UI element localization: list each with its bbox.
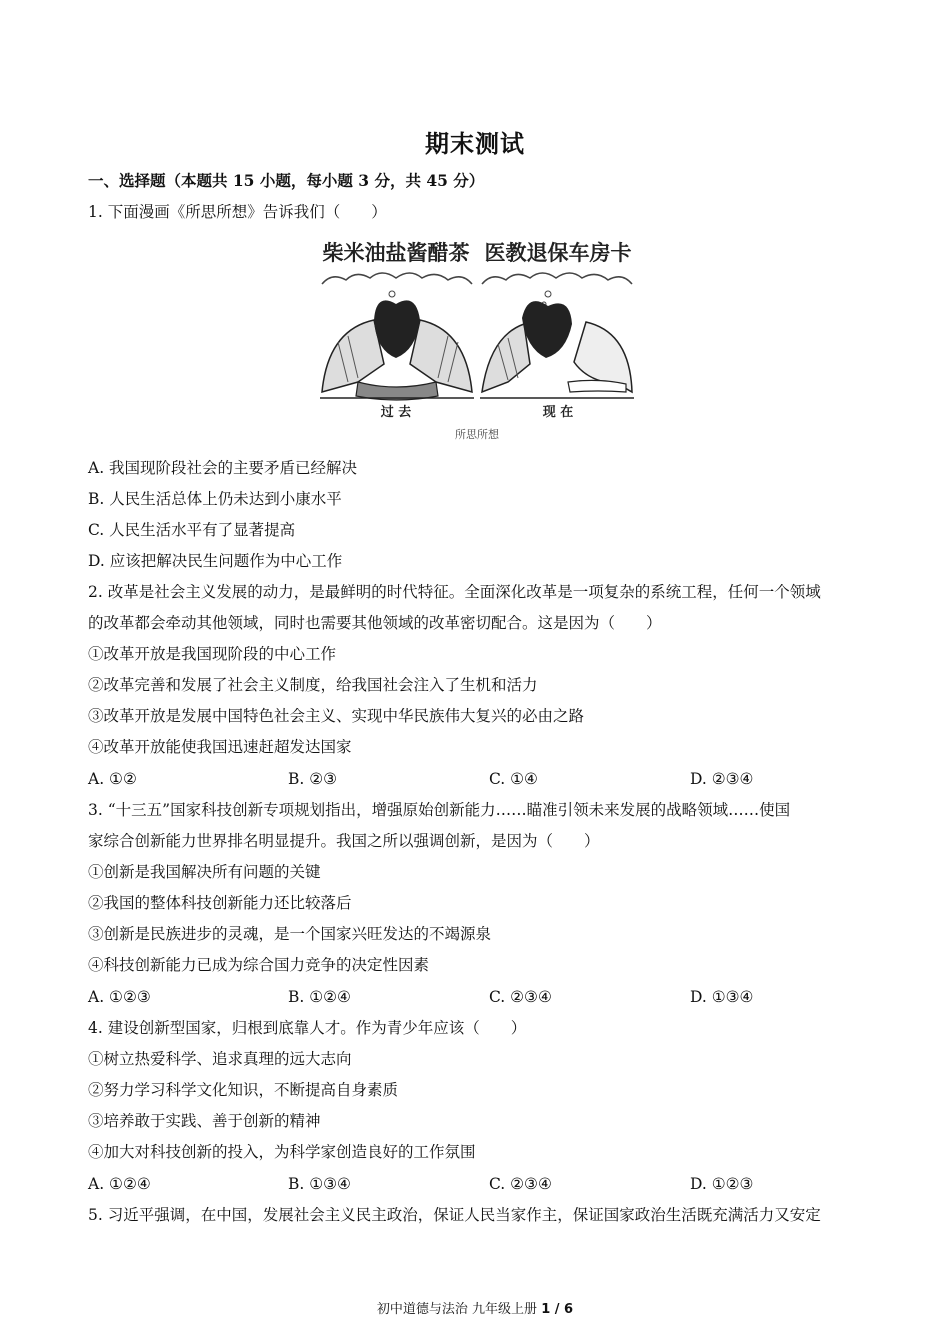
- q1-option-b: B. 人民生活总体上仍未达到小康水平: [88, 490, 342, 508]
- q2-choice-c: C. ①④: [489, 770, 538, 788]
- question-3-stem-line-1: 3. “十三五”国家科技创新专项规划指出，增强原始创新能力……瞄准引领未来发展的战略领域……使国: [88, 801, 791, 819]
- comic-left-caption: 柴米油盐酱醋茶: [322, 241, 470, 265]
- question-1-stem: 1. 下面漫画《所思所想》告诉我们（ ）: [88, 203, 387, 221]
- q4-choice-d: D. ①②③: [690, 1175, 754, 1193]
- comic-left-panel: [320, 241, 474, 420]
- q4-item-1: ①树立热爱科学、追求真理的远大志向: [88, 1050, 352, 1068]
- q3-choice-a: A. ①②③: [88, 988, 151, 1006]
- comic-right-panel: [480, 241, 634, 420]
- q3-item-3: ③创新是民族进步的灵魂，是一个国家兴旺发达的不竭源泉: [88, 925, 492, 943]
- comic-figure: [318, 232, 636, 446]
- q2-item-2: ②改革完善和发展了社会主义制度，给我国社会注入了生机和活力: [88, 676, 538, 694]
- q3-item-1: ①创新是我国解决所有问题的关键: [88, 863, 321, 881]
- question-2-stem-line-2: 的改革都会牵动其他领域，同时也需要其他领域的改革密切配合。这是因为（ ）: [88, 614, 662, 632]
- q4-choice-c: C. ②③④: [489, 1175, 552, 1193]
- comic-title: 所思所想: [455, 428, 499, 441]
- q2-choice-b: B. ②③: [288, 770, 338, 788]
- question-5-stem: 5. 习近平强调，在中国，发展社会主义民主政治，保证人民当家作主，保证国家政治生活既充满活力又安定: [88, 1206, 821, 1224]
- q3-choice-b: B. ①②④: [288, 988, 351, 1006]
- q3-choice-d: D. ①③④: [690, 988, 754, 1006]
- q2-item-3: ③改革开放是发展中国特色社会主义、实现中华民族伟大复兴的必由之路: [88, 707, 585, 725]
- q2-choice-d: D. ②③④: [690, 770, 754, 788]
- q4-item-4: ④加大对科技创新的投入，为科学家创造良好的工作氛围: [88, 1143, 476, 1161]
- question-3-stem-line-2: 家综合创新能力世界排名明显提升。我国之所以强调创新，是因为（ ）: [88, 832, 600, 850]
- q2-choice-a: A. ①②: [88, 770, 137, 788]
- q3-choices: [88, 987, 868, 1007]
- q4-choice-a: A. ①②④: [88, 1175, 151, 1193]
- footer-text: 初中道德与法治 九年级上册: [376, 1302, 542, 1317]
- q4-item-2: ②努力学习科学文化知识，不断提高自身素质: [88, 1081, 399, 1099]
- q3-choice-c: C. ②③④: [489, 988, 552, 1006]
- section-heading: 一、选择题（本题共 15 小题，每小题 3 分，共 45 分）: [88, 171, 485, 190]
- page-number: 1 / 6: [541, 1302, 574, 1317]
- comic-right-label: 现 在: [542, 405, 574, 420]
- q2-item-4: ④改革开放能使我国迅速赶超发达国家: [88, 738, 352, 756]
- comic-right-caption: 医教退保车房卡: [484, 241, 632, 265]
- question-4-stem: 4. 建设创新型国家，归根到底靠人才。作为青少年应该（ ）: [88, 1019, 527, 1037]
- q4-choice-b: B. ①③④: [288, 1175, 351, 1193]
- page-title: 期末测试: [425, 129, 525, 158]
- comic-left-label: 过 去: [380, 405, 412, 420]
- q4-choices: [88, 1174, 868, 1194]
- q3-item-4: ④科技创新能力已成为综合国力竞争的决定性因素: [88, 956, 430, 974]
- q3-item-2: ②我国的整体科技创新能力还比较落后: [88, 894, 352, 912]
- page-footer: [0, 1298, 950, 1317]
- q1-option-d: D. 应该把解决民生问题作为中心工作: [88, 552, 343, 570]
- q2-item-1: ①改革开放是我国现阶段的中心工作: [88, 645, 337, 663]
- q1-option-c: C. 人民生活水平有了显著提高: [88, 521, 296, 539]
- q2-choices: [88, 769, 868, 789]
- q4-item-3: ③培养敢于实践、善于创新的精神: [88, 1112, 321, 1130]
- q1-option-a: A. 我国现阶段社会的主要矛盾已经解决: [88, 459, 358, 477]
- question-2-stem-line-1: 2. 改革是社会主义发展的动力，是最鲜明的时代特征。全面深化改革是一项复杂的系统工程，任何一个领域: [88, 583, 821, 601]
